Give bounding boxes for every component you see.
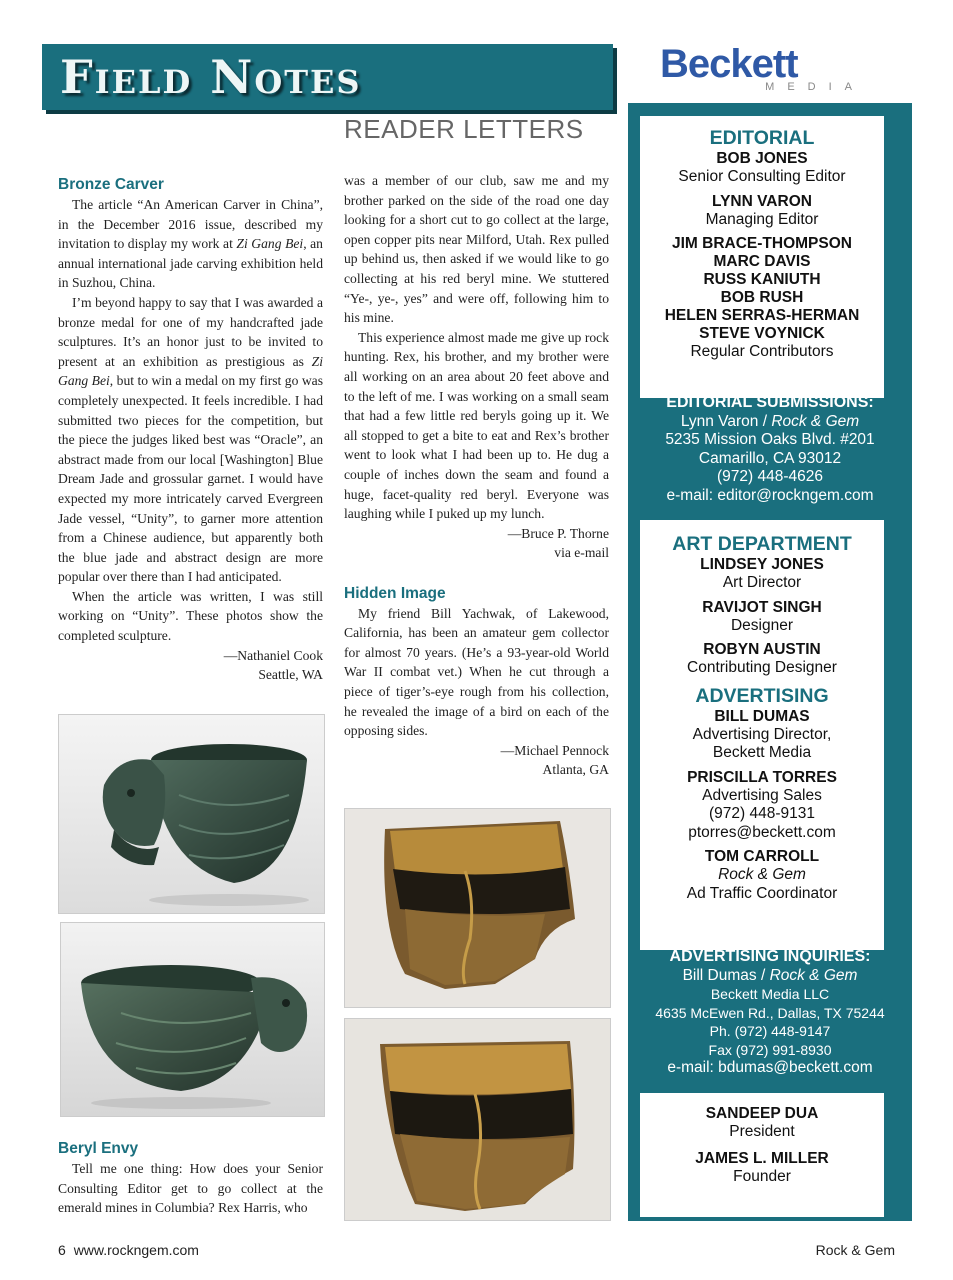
letter-title-beryl: Beryl Envy [58,1140,139,1157]
contributor-name: HELEN SERRAS-HERMAN [664,307,860,324]
contributor-name: STEVE VOYNICK [699,325,825,342]
signature-name: —Nathaniel Cook [223,647,323,663]
submissions-email[interactable]: e-mail: editor@rockngem.com [666,486,874,504]
submissions-address-2: Camarillo, CA 93012 [698,449,842,467]
staff-name: LYNN VARON [712,192,812,210]
submissions-phone: (972) 448-4626 [717,468,823,485]
jade-dragon-photo-2 [60,922,325,1117]
contributor-name: RUSS KANIUTH [703,271,821,288]
staff-publication: Rock & Gem [718,866,806,883]
inquiries-fax: Fax (972) 991-8930 [708,1041,832,1058]
staff-role: Art Director [722,574,802,591]
staff-role: Designer [730,616,794,634]
staff-role: Managing Editor [705,210,819,228]
submissions-address-1: 5235 Mission Oaks Blvd. #201 [665,431,875,448]
inquiries-phone: Ph. (972) 448-9147 [709,1023,831,1039]
beckett-media-logo [660,44,865,94]
staff-role: President [729,1123,795,1140]
page-number: 6 [58,1242,66,1258]
advertising-heading: ADVERTISING [695,684,829,707]
staff-role: Contributing Designer [687,659,837,676]
beryl-envy-start [58,1139,323,1218]
section-heading: READER LETTERS [344,114,584,144]
staff-role: Advertising Director, [692,725,832,743]
staff-name: LINDSEY JONES [700,556,824,573]
letter-title-bronze: Bronze Carver [58,176,164,193]
staff-name: TOM CARROLL [704,848,820,865]
signature-place: via e-mail [554,544,609,560]
inquiries-email[interactable]: e-mail: bdumas@beckett.com [667,1059,873,1076]
staff-name: SANDEEP DUA [705,1105,819,1122]
staff-role: Ad Traffic Coordinator [686,884,838,902]
signature-name: —Michael Pennock [500,742,609,758]
staff-name: JAMES L. MILLER [695,1149,829,1167]
staff-name: ROBYN AUSTIN [703,641,821,658]
letter-paragraph: This experience almost made me give up rock hunting. Rex, his brother, and my brother were all working on an area about 20 feet above and to the left of me. I was working on a small seam that had a few little red beryls going up it. We all stopped to get a bite to eat and Rex’s brother went to look what I had been up to. He dug a couple of inches down the seam and found a huge, facet-quality red beryl. Everyone was laughing while I puked up my lunch. [344,329,609,522]
contributor-name: JIM BRACE-THOMPSON [672,235,852,252]
signature-place: Atlanta, GA [542,761,609,777]
footer-magazine: Rock & Gem [815,1242,895,1258]
jade-dragon-photo-1 [58,714,325,914]
art-heading: ART DEPARTMENT [672,533,852,555]
inquiries-company: Beckett Media LLC [710,986,830,1002]
editorial-box [640,116,884,398]
footer-url[interactable]: www.rockngem.com [73,1242,199,1258]
submissions-heading: EDITORIAL SUBMISSIONS: [666,394,874,411]
leadership-box [640,1093,884,1217]
contributor-name: MARC DAVIS [713,253,811,270]
staff-name: RAVIJOT SINGH [702,598,822,616]
signature-place: Seattle, WA [258,666,323,682]
staff-name: PRISCILLA TORRES [687,768,837,786]
staff-name: BILL DUMAS [714,707,810,725]
letter-paragraph: was a member of our club, saw me and my brother parked on the side of the road one day looking for a short cut to go collect at the large, open copper pits near Milford, Utah. Rex pulled up behind us, then asked if we would like to go collecting at his red beryl mine. We stuttered “Ye-, ye-, yes” and were off, following him to his mine. [344,173,609,326]
inquiries-heading: ADVERTISING INQUIRIES: [669,948,871,965]
staff-role: Senior Consulting Editor [678,168,846,185]
staff-role: Beckett Media [712,744,812,761]
tigers-eye-photo-2 [344,1018,611,1221]
banner-title: Field Notes [60,50,362,104]
advertising-inquiries [628,948,912,1078]
letter-paragraph: Tell me one thing: How does your Senior Consulting Editor get to go collect at the emerald mines in Columbia? Rex Harris, who [58,1161,323,1216]
logo-word: Beckett [660,42,798,86]
contributor-name: BOB RUSH [720,289,804,306]
letter-paragraph: I’m beyond happy to say that I was awarded a bronze medal for one of my handcrafted jade sculptures. It’s an honor just to be invited to present at an exhibition as prestigious as Zi Gang Bei, but to win a medal on my first go was completely unexpected. It feels incredible. I had submitted two pieces for the competition, but the piece the judges liked best was “Oracle”, an abstract made from our local [Washington] Blue Dream Jade and grossular garnet. I would have expected my more intricately carved Evergreen Jade vessel, “Unity”, to garner more attention from a Chinese audience, but apparently both the blue jade and abstract design are more popular over there than I had anticipated. [58,294,323,585]
tigers-eye-photo-1 [344,808,611,1008]
footer-left [58,1242,199,1258]
submissions-contact: Lynn Varon / Rock & Gem [680,412,860,430]
letter-title-hidden: Hidden Image [344,584,446,602]
letter-paragraph: The article “An American Carver in China”, in the December 2016 issue, described my invitation to display my work at Zi Gang Bei, an annual international jade carving exhibition held in Suzhou, China. [58,197,323,291]
signature-name: —Bruce P. Thorne [507,525,609,541]
letter-paragraph: When the article was written, I was still working on “Unity”. These photos show the completed sculpture. [58,588,323,644]
staff-role: Founder [733,1167,791,1185]
staff-name: BOB JONES [716,150,808,167]
editorial-submissions [628,394,912,505]
inquiries-contact: Bill Dumas / Rock & Gem [682,966,858,984]
column-1 [58,175,323,684]
letter-paragraph: My friend Bill Yachwak, of Lakewood, California, has been an amateur gem collector for almost 70 years. (He’s a 93-year-old World War II combat vet.) When he cut through a piece of tiger’s-eye rough from his collection, he revealed the image of a bird on each of the opposing sides. [344,605,609,739]
logo-sub: MEDIA [765,81,865,93]
staff-role: Regular Contributors [690,343,834,360]
editorial-heading: EDITORIAL [709,127,815,149]
art-advertising-box [640,520,884,950]
staff-phone: (972) 448-9131 [709,805,815,822]
staff-role: Advertising Sales [702,786,822,804]
column-2 [344,171,609,779]
staff-email[interactable]: ptorres@beckett.com [688,823,836,841]
inquiries-address: 4635 McEwen Rd., Dallas, TX 75244 [655,1004,885,1021]
